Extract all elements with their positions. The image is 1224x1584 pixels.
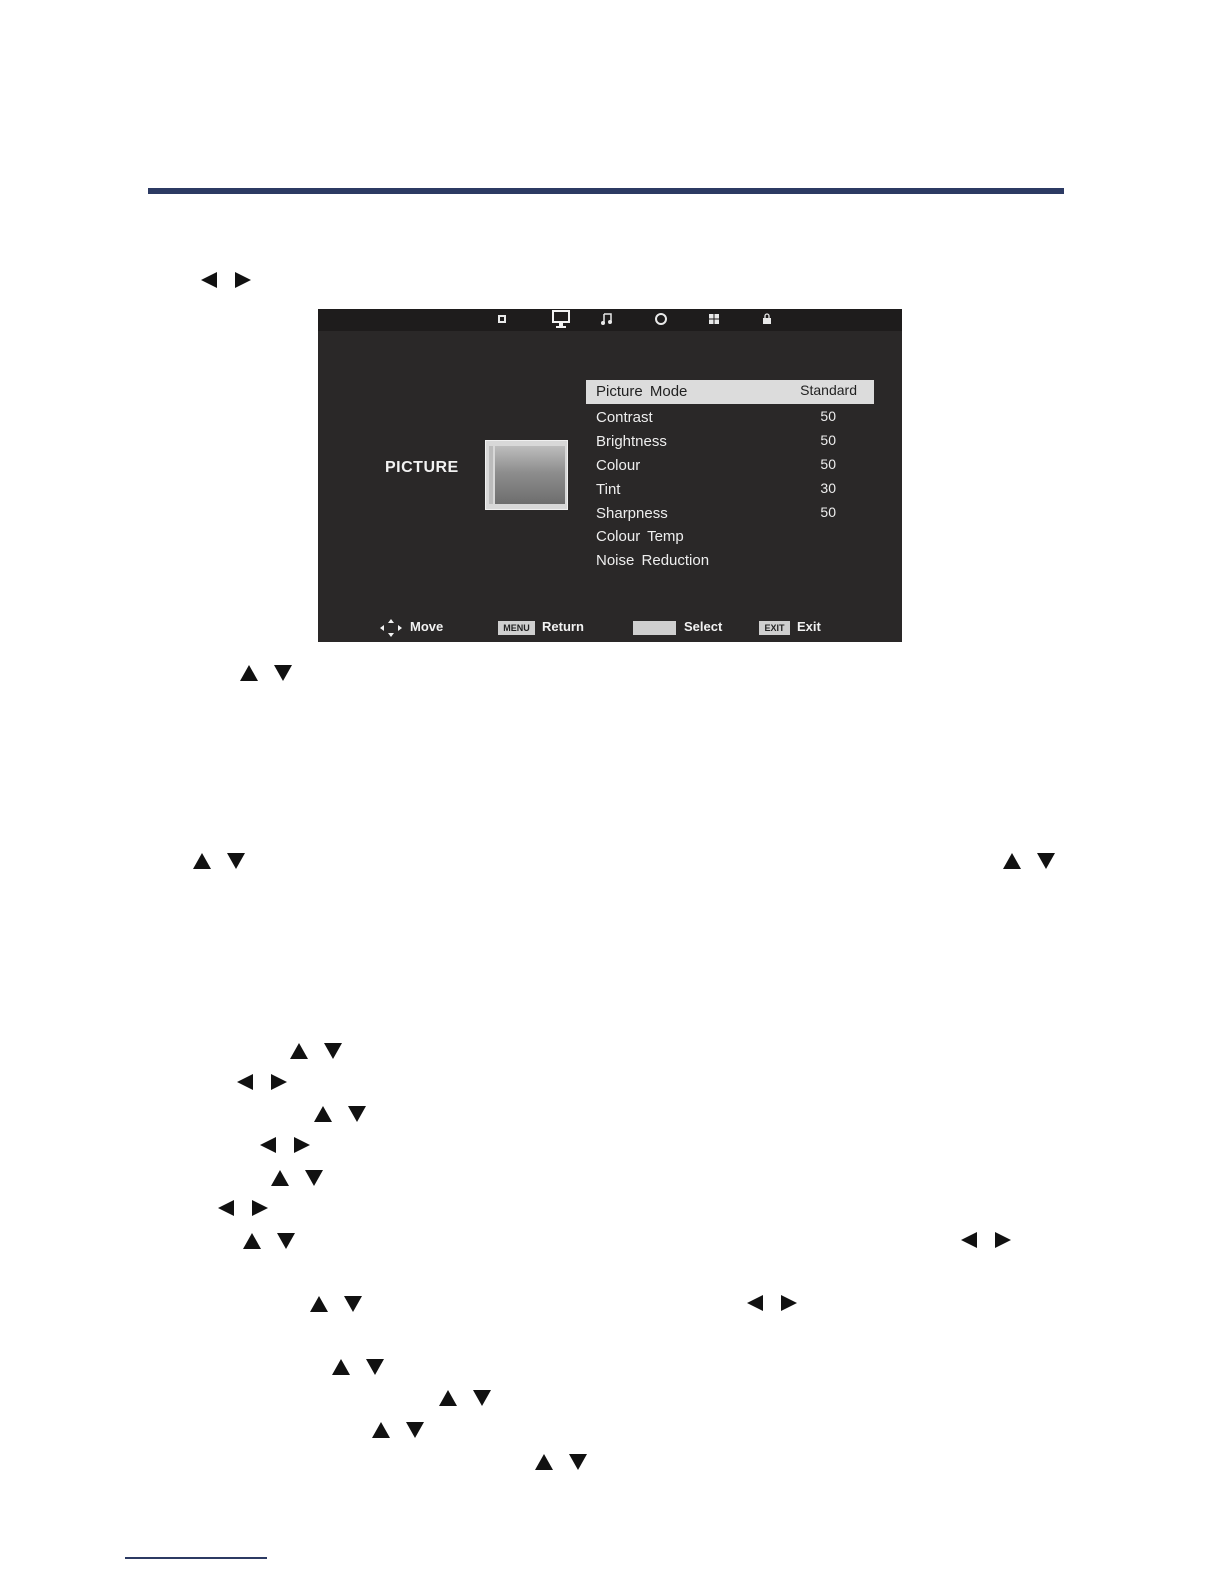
right-arrow-icon xyxy=(781,1295,797,1311)
up-arrow-icon xyxy=(535,1454,553,1470)
up-arrow-icon xyxy=(314,1106,332,1122)
menu-item-label: Sharpness xyxy=(596,505,668,522)
down-arrow-icon xyxy=(277,1233,295,1249)
hint-select-label: Select xyxy=(684,619,723,634)
left-right-arrows-3 xyxy=(260,1137,312,1155)
thumbnail-edge xyxy=(489,446,493,504)
menu-item-brightness[interactable] xyxy=(586,430,874,454)
up-down-arrows-8 xyxy=(310,1296,366,1313)
left-right-arrows-1 xyxy=(201,272,253,290)
menu-item-tint[interactable] xyxy=(586,478,874,502)
up-arrow-icon xyxy=(439,1390,457,1406)
menu-item-colour-temp[interactable] xyxy=(586,525,874,549)
down-arrow-icon xyxy=(366,1359,384,1375)
right-arrow-icon xyxy=(294,1137,310,1153)
up-down-arrows-12 xyxy=(535,1454,591,1471)
right-arrow-icon xyxy=(995,1232,1011,1248)
hint-exit xyxy=(759,619,829,635)
down-arrow-icon xyxy=(569,1454,587,1470)
down-arrow-icon xyxy=(348,1106,366,1122)
menu-item-label: Noise Reduction xyxy=(596,552,710,569)
menu-item-value: 50 xyxy=(820,504,836,520)
down-arrow-icon xyxy=(406,1422,424,1438)
left-right-arrows-2 xyxy=(237,1074,289,1092)
menu-item-noise-reduction[interactable] xyxy=(586,549,874,573)
menu-item-sharpness[interactable] xyxy=(586,502,874,526)
footer-rule xyxy=(125,1557,267,1559)
hint-move xyxy=(380,619,460,635)
menu-item-label: Picture Mode xyxy=(596,383,688,400)
menu-item-picture-mode[interactable] xyxy=(586,380,874,404)
right-arrow-icon xyxy=(271,1074,287,1090)
left-right-arrows-4 xyxy=(218,1200,270,1218)
up-arrow-icon xyxy=(240,665,258,681)
up-down-arrows-10 xyxy=(439,1390,495,1407)
menu-item-value: Standard xyxy=(800,382,857,398)
menu-item-value: 50 xyxy=(820,432,836,448)
left-right-arrows-5 xyxy=(961,1232,1013,1250)
picture-preview-thumbnail xyxy=(485,440,568,510)
osd-tab-bar xyxy=(318,309,902,331)
menu-item-colour[interactable] xyxy=(586,454,874,478)
menu-item-label: Colour xyxy=(596,457,641,474)
left-arrow-icon xyxy=(260,1137,276,1153)
grid-icon[interactable] xyxy=(707,312,721,326)
up-arrow-icon xyxy=(372,1422,390,1438)
move-arrows-icon xyxy=(380,619,402,637)
menu-item-label: Brightness xyxy=(596,433,667,450)
clock-icon[interactable] xyxy=(654,312,668,326)
hint-select xyxy=(633,619,723,635)
down-arrow-icon xyxy=(1037,853,1055,869)
menu-key: MENU xyxy=(498,621,535,635)
settings-icon[interactable] xyxy=(495,312,509,326)
down-arrow-icon xyxy=(473,1390,491,1406)
right-arrow-icon xyxy=(235,272,251,288)
up-arrow-icon xyxy=(271,1170,289,1186)
menu-item-value: 50 xyxy=(820,408,836,424)
thumbnail-screen xyxy=(495,446,565,504)
hint-move-label: Move xyxy=(410,619,444,634)
down-arrow-icon xyxy=(227,853,245,869)
picture-monitor-icon[interactable] xyxy=(551,309,571,329)
down-arrow-icon xyxy=(344,1296,362,1312)
tv-osd-screenshot xyxy=(318,309,902,642)
up-arrow-icon xyxy=(1003,853,1021,869)
up-arrow-icon xyxy=(290,1043,308,1059)
up-down-arrows-2 xyxy=(193,853,249,870)
up-arrow-icon xyxy=(310,1296,328,1312)
menu-item-value: 50 xyxy=(820,456,836,472)
up-down-arrows-3 xyxy=(1003,853,1059,870)
menu-item-label: Tint xyxy=(596,481,621,498)
menu-item-value: 30 xyxy=(820,480,836,496)
down-arrow-icon xyxy=(274,665,292,681)
left-arrow-icon xyxy=(201,272,217,288)
up-down-arrows-1 xyxy=(240,665,296,682)
ok-key xyxy=(633,621,676,635)
hint-return xyxy=(498,619,588,635)
up-arrow-icon xyxy=(193,853,211,869)
osd-section-title: PICTURE xyxy=(385,459,459,476)
up-down-arrows-11 xyxy=(372,1422,428,1439)
up-down-arrows-7 xyxy=(243,1233,299,1250)
right-arrow-icon xyxy=(252,1200,268,1216)
left-right-arrows-6 xyxy=(747,1295,799,1313)
up-down-arrows-9 xyxy=(332,1359,388,1376)
up-arrow-icon xyxy=(332,1359,350,1375)
exit-key: EXIT xyxy=(759,621,790,635)
hint-exit-label: Exit xyxy=(797,619,821,634)
down-arrow-icon xyxy=(324,1043,342,1059)
menu-item-contrast[interactable] xyxy=(586,406,874,430)
up-down-arrows-4 xyxy=(290,1043,346,1060)
left-arrow-icon xyxy=(961,1232,977,1248)
left-arrow-icon xyxy=(747,1295,763,1311)
left-arrow-icon xyxy=(218,1200,234,1216)
up-down-arrows-6 xyxy=(271,1170,327,1187)
menu-item-label: Colour Temp xyxy=(596,528,684,545)
left-arrow-icon xyxy=(237,1074,253,1090)
down-arrow-icon xyxy=(305,1170,323,1186)
lock-icon[interactable] xyxy=(760,312,774,326)
header-rule xyxy=(148,188,1064,194)
menu-item-label: Contrast xyxy=(596,409,653,426)
up-down-arrows-5 xyxy=(314,1106,370,1123)
hint-return-label: Return xyxy=(542,619,584,634)
up-arrow-icon xyxy=(243,1233,261,1249)
music-note-icon[interactable] xyxy=(600,312,614,326)
